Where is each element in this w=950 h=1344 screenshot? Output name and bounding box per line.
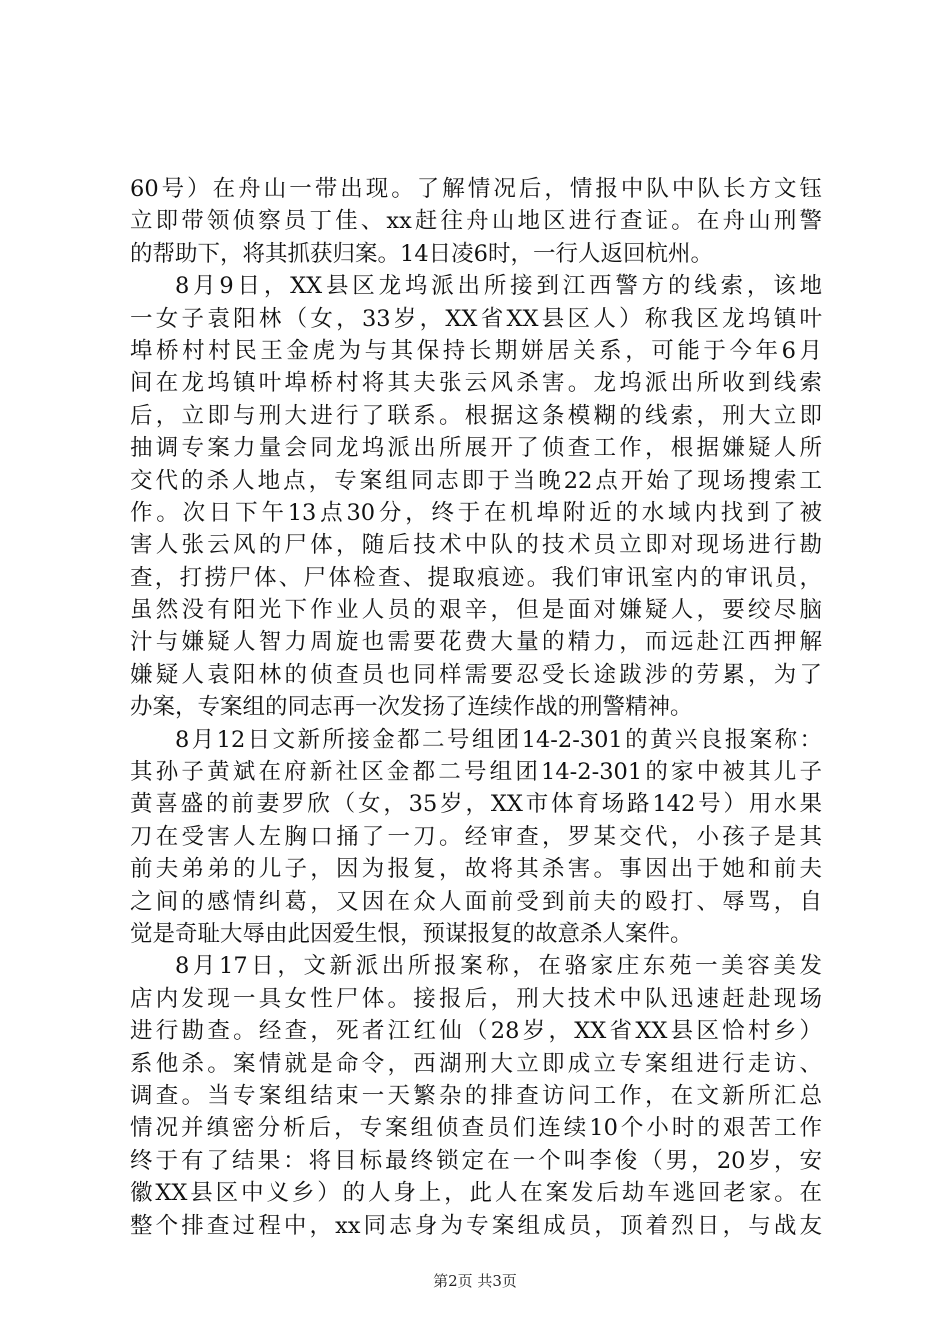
- text-line: 情况并缜密分析后，专案组侦查员们连续10个小时的艰苦工作: [130, 1115, 822, 1142]
- text-line: 8月17日，文新派出所报案称，在骆家庄东苑一美容美发: [175, 953, 822, 980]
- text-line: 调查。当专案组结束一天繁杂的排查访问工作，在文新所汇总: [130, 1082, 822, 1109]
- text-line: 8月12日文新所接金都二号组团14-2-301的黄兴良报案称：: [175, 726, 822, 753]
- text-line: 作。次日下午13点30分，终于在机埠附近的水域内找到了被: [130, 499, 822, 526]
- text-line: 虽然没有阳光下作业人员的艰辛，但是面对嫌疑人，要绞尽脑: [130, 597, 822, 624]
- text-line: 害人张云风的尸体，随后技术中队的技术员立即对现场进行勘: [130, 532, 822, 559]
- text-line: 系他杀。案情就是命令，西湖刑大立即成立专案组进行走访、: [130, 1050, 822, 1077]
- text-line: 徽XX县区中义乡）的人身上，此人在案发后劫车逃回老家。在: [130, 1180, 822, 1207]
- text-line: 间在龙坞镇叶埠桥村将其夫张云风杀害。龙坞派出所收到线索: [130, 370, 822, 397]
- text-line: 8月9日，XX县区龙坞派出所接到江西警方的线索，该地: [175, 273, 822, 300]
- text-line: 终于有了结果：将目标最终锁定在一个叫李俊（男，20岁，安: [130, 1147, 822, 1174]
- text-line: 刀在受害人左胸口捅了一刀。经审查，罗某交代，小孩子是其: [130, 823, 822, 850]
- text-line: 汁与嫌疑人智力周旋也需要花费大量的精力，而远赴江西押解: [130, 629, 822, 656]
- text-line: 办案，专案组的同志再一次发扬了连续作战的刑警精神。: [130, 694, 693, 721]
- text-line: 一女子袁阳林（女，33岁，XX省XX县区人）称我区龙坞镇叶: [130, 305, 822, 332]
- page-footer: 第2页 共3页: [433, 1272, 517, 1290]
- text-line: 埠桥村村民王金虎为与其保持长期姘居关系，可能于今年6月: [130, 337, 822, 364]
- text-line: 黄喜盛的前妻罗欣（女，35岁，XX市体育场路142号）用水果: [130, 791, 822, 818]
- text-line: 的帮助下，将其抓获归案。14日凌6时，一行人返回杭州。: [130, 240, 713, 267]
- text-line: 店内发现一具女性尸体。接报后，刑大技术中队迅速赶赴现场: [130, 985, 822, 1012]
- text-line: 之间的感情纠葛，又因在众人面前受到前夫的殴打、辱骂，自: [130, 888, 822, 915]
- text-line: 觉是奇耻大辱由此因爱生恨，预谋报复的故意杀人案件。: [130, 920, 693, 947]
- text-line: 抽调专案力量会同龙坞派出所展开了侦查工作，根据嫌疑人所: [130, 435, 822, 462]
- text-line: 嫌疑人袁阳林的侦查员也同样需要忍受长途跋涉的劳累，为了: [130, 661, 822, 688]
- text-line: 整个排查过程中，xx同志身为专案组成员，顶着烈日，与战友: [130, 1212, 822, 1239]
- text-line: 前夫弟弟的儿子，因为报复，故将其杀害。事因出于她和前夫: [130, 856, 822, 883]
- text-line: 进行勘查。经查，死者江红仙（28岁，XX省XX县区恰村乡）: [130, 1018, 822, 1045]
- document-body: [130, 173, 822, 1242]
- text-line: 后，立即与刑大进行了联系。根据这条模糊的线索，刑大立即: [130, 402, 822, 429]
- text-line: 立即带领侦察员丁佳、xx赶往舟山地区进行查证。在舟山刑警: [130, 208, 822, 235]
- text-line: 交代的杀人地点，专案组同志即于当晚22点开始了现场搜索工: [130, 467, 822, 494]
- text-line: 60号）在舟山一带出现。了解情况后，情报中队中队长方文钰: [130, 176, 822, 202]
- text-line: 其孙子黄斌在府新社区金都二号组团14-2-301的家中被其儿子: [130, 759, 822, 786]
- text-line: 查，打捞尸体、尸体检查、提取痕迹。我们审讯室内的审讯员，: [130, 564, 822, 591]
